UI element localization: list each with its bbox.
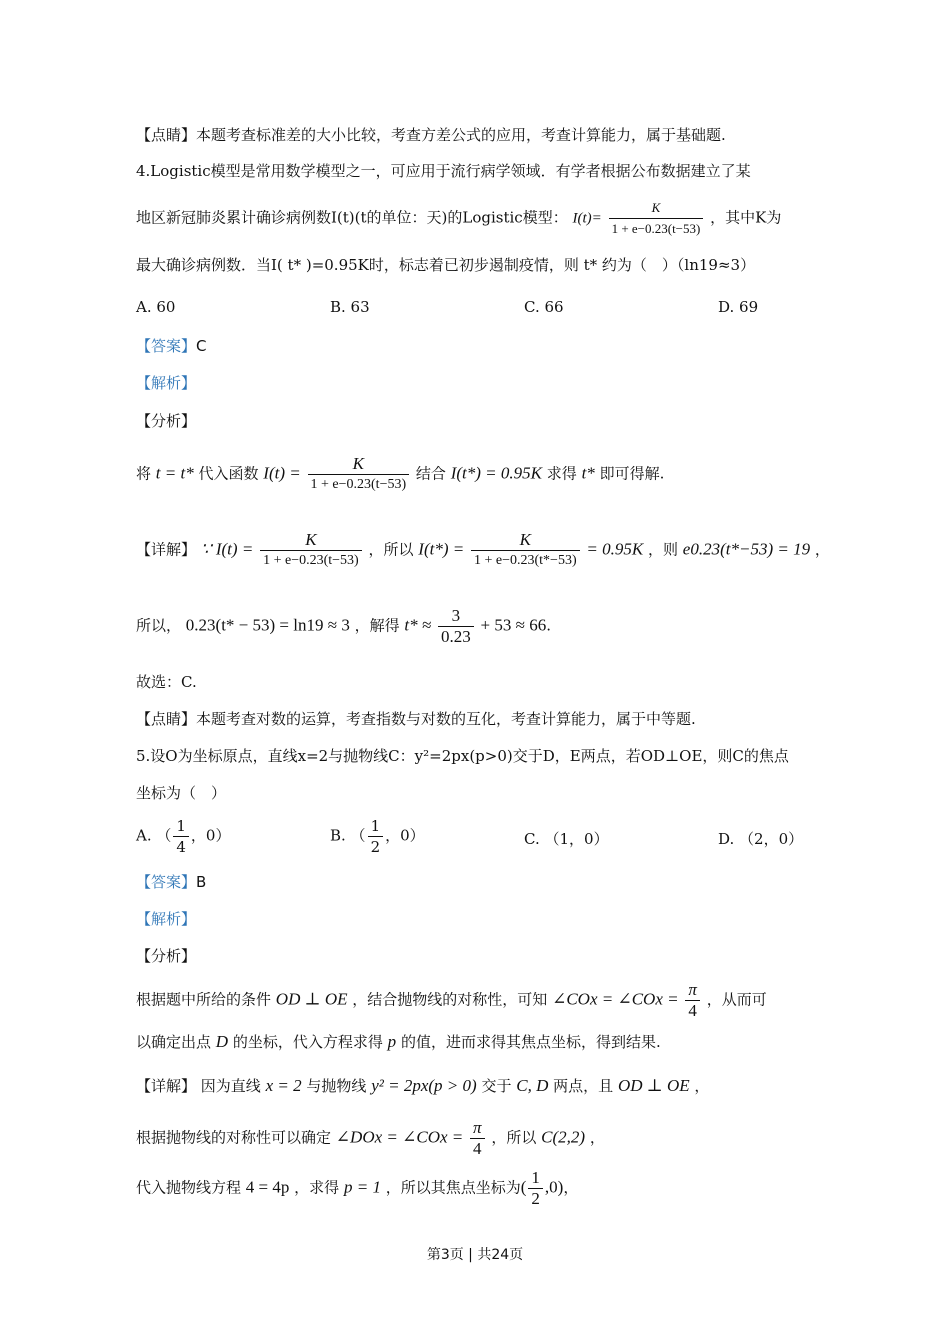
q4-xj-c: I(t*) = bbox=[418, 539, 465, 559]
q4-fx-den: 1 + e−0.23(t−53) bbox=[310, 477, 407, 492]
q4-xj-num2: K bbox=[471, 530, 580, 551]
q5-optA-den: 4 bbox=[176, 838, 186, 856]
q5-xj3-d: p = 1 bbox=[343, 1177, 381, 1197]
page-footer: 第3页 | 共24页 bbox=[426, 1247, 524, 1263]
q5-line1: 5.设O为坐标原点，直线x=2与抛物线C：y²=2px(p>0)交于D，E两点，若OD⊥OE，则C的焦点 bbox=[136, 747, 789, 765]
q4-fx-b: t = t* bbox=[155, 463, 194, 483]
q5-xj3-frac bbox=[528, 1168, 543, 1209]
q4-fx-e: 结合 bbox=[415, 464, 446, 483]
q4-fx-f: I(t*) = 0.95K bbox=[450, 463, 542, 483]
q5-xj1-g: 两点，且 bbox=[553, 1077, 614, 1095]
q5-xj2-frac bbox=[470, 1118, 485, 1159]
q5-fx1-frac bbox=[685, 980, 700, 1021]
q4-xj-b: ，所以 bbox=[368, 540, 414, 559]
q5-fenxi-label: 【分析】 bbox=[136, 947, 197, 965]
q5-xj1-c: 与抛物线 bbox=[306, 1077, 367, 1095]
q4-option-d: D. 69 bbox=[718, 298, 759, 316]
q5-fx1-c: ，结合抛物线的对称性，可知 bbox=[352, 990, 548, 1009]
q5-optA-pre: A. （ bbox=[136, 826, 172, 845]
q5-optB-num: 1 bbox=[368, 816, 384, 837]
q5-fx2-b: D bbox=[215, 1032, 229, 1051]
q5-xj3-f: ( bbox=[520, 1177, 527, 1197]
q4-xj-den2: 1 + e−0.23(t*−53) bbox=[474, 553, 577, 568]
q4-line3: 最大确诊病例数．当I( t* )=0.95K时，标志着已初步遏制疫情，则 t* 约为（ ）（ln19≈3） bbox=[136, 256, 756, 274]
q5-xiangjie-line1 bbox=[136, 1075, 709, 1097]
q4-fx-d: I(t) = bbox=[263, 463, 301, 483]
q5-xj2-b: ∠DOx = ∠COx = bbox=[335, 1127, 464, 1147]
q5-fx2-c: 的坐标，代入方程求得 bbox=[232, 1033, 383, 1051]
q5-xj1-h: OD ⊥ OE bbox=[617, 1076, 690, 1095]
q4-guxuan: 故选：C. bbox=[136, 673, 197, 691]
q5-fx1-d: ∠COx = ∠COx = bbox=[552, 989, 679, 1009]
q4-option-a: A. 60 bbox=[136, 298, 176, 316]
q4-dianjing: 【点睛】本题考查对数的运算，考查指数与对数的互化，考查计算能力，属于中等题. bbox=[136, 710, 696, 728]
q5-optA-post: ，0） bbox=[190, 826, 231, 845]
q5-xj3-a: 代入抛物线方程 bbox=[136, 1178, 242, 1197]
q5-xj3-den: 2 bbox=[531, 1189, 540, 1208]
q5-xj1-i: ， bbox=[694, 1077, 710, 1095]
q4-line2-tail: ，其中K为 bbox=[710, 208, 782, 227]
q4-xj-den1: 1 + e−0.23(t−53) bbox=[263, 553, 359, 568]
q5-xj3-g: ,0) bbox=[544, 1177, 564, 1197]
q5-answer-value: B bbox=[196, 873, 207, 891]
q4-formula-den: 1 + e−0.23(t−53) bbox=[611, 221, 701, 236]
q4-xj-a: ∵ I(t) = bbox=[200, 539, 254, 559]
q5-xj3-b: 4 = 4p bbox=[245, 1177, 290, 1197]
q5-analysis-label: 【解析】 bbox=[136, 910, 197, 928]
q5-xiangjie-line3 bbox=[136, 1168, 578, 1209]
q5-optA-frac bbox=[173, 816, 189, 857]
q4-fx-h: t* bbox=[581, 463, 595, 483]
q4-xj2-num: 3 bbox=[438, 606, 474, 627]
q5-fx1-e: ，从而可 bbox=[706, 990, 767, 1009]
q5-line2: 坐标为（ ） bbox=[136, 784, 227, 802]
q5-xj2-den: 4 bbox=[473, 1139, 482, 1158]
q5-optB-den: 2 bbox=[370, 838, 381, 856]
q5-xj1-b: x = 2 bbox=[265, 1076, 302, 1095]
paragraph-dianjing-top: 【点睛】本题考查标准差的大小比较，考查方差公式的应用，考查计算能力，属于基础题. bbox=[136, 126, 726, 144]
q5-xj1-d: y² = 2px(p > 0) bbox=[371, 1076, 477, 1095]
q4-fenxi-text bbox=[136, 454, 664, 495]
q4-fx-c: 代入函数 bbox=[198, 464, 259, 483]
q4-formula-lhs: I(t)= bbox=[572, 210, 602, 227]
q4-answer bbox=[136, 335, 207, 357]
q5-xj1-f: C, D bbox=[516, 1076, 549, 1095]
q4-formula-fraction bbox=[609, 198, 704, 239]
q5-xj1-e: 交于 bbox=[481, 1077, 512, 1095]
q4-line1: 4.Logistic模型是常用数学模型之一，可应用于流行病学领域．有学者根据公布数据建立了某 bbox=[136, 162, 751, 180]
q4-fx-num: K bbox=[308, 454, 410, 475]
q4-option-b: B. 63 bbox=[330, 298, 370, 316]
q4-xj2-e: + 53 ≈ 66 bbox=[480, 615, 547, 635]
q4-xj2-den: 0.23 bbox=[441, 627, 471, 646]
q5-option-b bbox=[330, 816, 425, 857]
q5-xj1-a: 因为直线 bbox=[200, 1077, 261, 1095]
q4-xj2-a: 所以， bbox=[136, 616, 182, 635]
q4-xj-g: ， bbox=[814, 540, 830, 559]
q4-fx-a: 将 bbox=[136, 464, 152, 483]
q5-optB-pre: B. （ bbox=[330, 826, 366, 845]
q4-fx-g: 求得 bbox=[546, 464, 577, 483]
q5-xj3-c: ，求得 bbox=[294, 1178, 340, 1197]
q5-xj2-d: C(2,2) bbox=[541, 1127, 586, 1147]
q4-formula-num: K bbox=[609, 198, 704, 219]
q4-xj2-fraction bbox=[438, 606, 474, 647]
q5-option-a bbox=[136, 816, 230, 857]
q4-xj-num1: K bbox=[260, 530, 362, 551]
q5-answer bbox=[136, 871, 206, 893]
q4-xj2-b: 0.23(t* − 53) = ln19 ≈ 3 bbox=[185, 615, 350, 635]
q5-fx2-a: 以确定出点 bbox=[136, 1033, 212, 1051]
q4-fx-fraction bbox=[308, 454, 410, 495]
q4-xj-f: e0.23(t*−53) = 19 bbox=[682, 539, 811, 559]
q4-answer-label: 【答案】 bbox=[136, 337, 197, 355]
q5-fx2-d: p bbox=[387, 1032, 397, 1051]
q5-fx1-num: π bbox=[685, 980, 700, 1001]
q4-fenxi-label: 【分析】 bbox=[136, 412, 197, 430]
q5-fx1-a: 根据题中所给的条件 bbox=[136, 990, 272, 1009]
q5-fenxi-line2 bbox=[136, 1031, 661, 1053]
q5-xj-label: 【详解】 bbox=[136, 1077, 197, 1095]
q4-xj-fraction2 bbox=[471, 530, 580, 571]
q4-fx-i: 即可得解. bbox=[599, 464, 665, 483]
q5-fx2-e: 的值，进而求得其焦点坐标，得到结果. bbox=[400, 1033, 661, 1051]
q5-optB-post: ，0） bbox=[385, 826, 425, 845]
q4-xj-d: = 0.95K bbox=[586, 539, 644, 559]
q4-xj2-d: t* ≈ bbox=[404, 615, 432, 635]
q5-fx1-b: OD ⊥ OE bbox=[275, 989, 348, 1009]
q4-analysis-label: 【解析】 bbox=[136, 374, 197, 392]
q4-option-c: C. 66 bbox=[524, 298, 564, 316]
q5-xj3-e: ，所以其焦点坐标为 bbox=[385, 1178, 521, 1197]
q4-line2-text: 地区新冠肺炎累计确诊病例数I(t)(t的单位：天)的Logistic模型： bbox=[136, 208, 568, 227]
q5-fx1-den: 4 bbox=[688, 1001, 697, 1020]
q5-xj2-a: 根据抛物线的对称性可以确定 bbox=[136, 1128, 332, 1147]
q5-optA-num: 1 bbox=[173, 816, 189, 837]
q5-xiangjie-line2 bbox=[136, 1118, 605, 1159]
q4-xj-fraction1 bbox=[260, 530, 362, 571]
q4-xj-e: ，则 bbox=[648, 540, 679, 559]
q5-xj2-e: ， bbox=[589, 1128, 605, 1147]
q4-line2 bbox=[136, 198, 781, 239]
q5-xj3-num: 1 bbox=[528, 1168, 543, 1189]
q5-xj2-num: π bbox=[470, 1118, 485, 1139]
q4-xj2-f: . bbox=[546, 616, 551, 635]
q5-optB-frac bbox=[368, 816, 384, 857]
q5-option-d: D. （2，0） bbox=[718, 830, 804, 848]
q4-xiangjie-line1 bbox=[136, 530, 830, 571]
q5-option-c: C. （1，0） bbox=[524, 830, 609, 848]
q4-xiangjie-line2 bbox=[136, 606, 551, 647]
q5-fenxi-line1 bbox=[136, 980, 767, 1021]
q4-answer-value: C bbox=[196, 337, 207, 355]
q4-xj2-c: ，解得 bbox=[354, 616, 400, 635]
q4-xiangjie-label: 【详解】 bbox=[136, 540, 197, 559]
q5-xj2-c: ，所以 bbox=[491, 1128, 537, 1147]
q5-xj3-h: ， bbox=[563, 1178, 579, 1197]
q5-answer-label: 【答案】 bbox=[136, 873, 197, 891]
